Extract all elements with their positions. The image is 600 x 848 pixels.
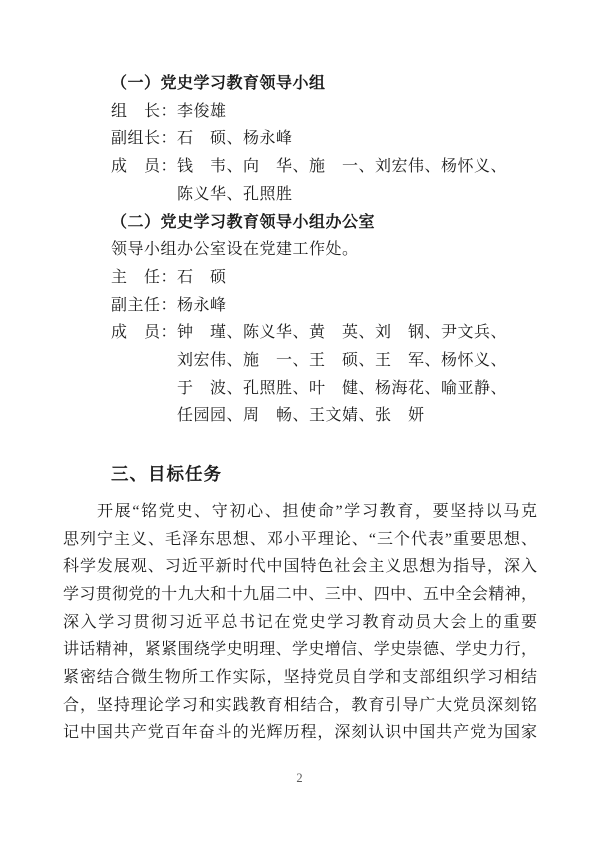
- section2-office-note: 领导小组办公室设在党建工作处。: [111, 241, 359, 259]
- section2-director-row: [63, 264, 537, 292]
- name-line: 李俊雄: [177, 102, 227, 120]
- roster-label-deputy-leader: 副组长：: [111, 130, 178, 148]
- section1-members-row: [63, 153, 537, 208]
- paragraph-line: 紧密结合微生物所工作实际，坚持党员自学和支部组织学习相结: [63, 668, 537, 686]
- section2-deputy-director-row: [63, 292, 537, 320]
- paragraph-line: 开展“铭党史、守初心、担使命”学习教育，要坚持以马克: [97, 502, 537, 520]
- roster-names-office-members: [177, 319, 507, 430]
- roster-label-group-leader: 组 长：: [111, 102, 178, 120]
- roster-names-group-leader: [177, 98, 227, 126]
- section1-heading: （一）党史学习教育领导小组: [111, 75, 326, 92]
- roster-label-deputy-director: 副主任：: [111, 296, 178, 314]
- page-number: 2: [296, 771, 304, 785]
- paragraph-line: 思列宁主义、毛泽东思想、邓小平理论、“三个代表”重要思想、: [63, 530, 537, 548]
- page-content: [63, 70, 537, 747]
- section2-members-row: [63, 319, 537, 430]
- paragraph-line: 科学发展观、习近平新时代中国特色社会主义思想为指导，深入: [63, 558, 537, 576]
- name-line: 钱 韦、向 华、施 一、刘宏伟、杨怀义、: [177, 158, 508, 176]
- roster-label-members: 成 员：: [111, 158, 178, 176]
- name-line: 陈义华、孔照胜: [177, 185, 293, 203]
- name-line: 于 波、孔照胜、叶 健、杨海花、喻亚静、: [177, 379, 508, 397]
- name-line: 任园园、周 畅、王文婧、张 妍: [177, 407, 425, 425]
- roster-label-office-members: 成 员：: [111, 324, 178, 342]
- name-line: 刘宏伟、施 一、王 硕、王 军、杨怀义、: [177, 352, 508, 370]
- section3-heading: 三、目标任务: [111, 464, 222, 485]
- section2-heading: （二）党史学习教育领导小组办公室: [111, 213, 376, 231]
- section1-deputy-leader-row: [63, 125, 537, 153]
- name-line: 钟 瑾、陈义华、黄 英、刘 钢、尹文兵、: [177, 324, 508, 342]
- roster-names-deputy-leader: [177, 125, 293, 153]
- roster-names-deputy-director: [177, 292, 227, 320]
- name-line: 石 硕: [177, 268, 227, 286]
- name-line: 石 硕、杨永峰: [177, 130, 293, 148]
- roster-label-director: 主 任：: [111, 268, 178, 286]
- paragraph-line: 讲话精神，紧紧围绕学史明理、学史增信、学史崇德、学史力行，: [63, 641, 537, 659]
- section3-paragraph: [63, 498, 537, 747]
- name-line: 杨永峰: [177, 296, 227, 314]
- roster-names-director: [177, 264, 227, 292]
- roster-names-members: [177, 153, 507, 208]
- paragraph-line: 合，坚持理论学习和实践教育相结合，教育引导广大党员深刻铭: [63, 696, 537, 714]
- paragraph-line: 深入学习贯彻习近平总书记在党史学习教育动员大会上的重要: [63, 613, 537, 631]
- section1-leader-row: [63, 98, 537, 126]
- paragraph-line: 记中国共产党百年奋斗的光辉历程，深刻认识中国共产党为国家: [63, 724, 537, 742]
- paragraph-line: 学习贯彻党的十九大和十九届二中、三中、四中、五中全会精神，: [63, 585, 537, 603]
